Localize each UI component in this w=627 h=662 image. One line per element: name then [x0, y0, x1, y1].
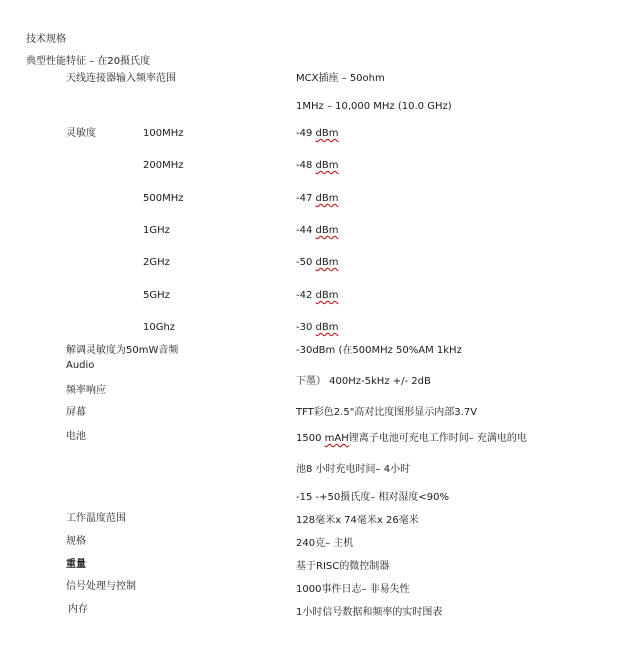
sensitivity-level: -44 dBm	[296, 225, 339, 236]
antenna-range: 1MHz – 10,000 MHz (10.0 GHz)	[296, 101, 452, 112]
memory-label: 内存	[68, 604, 88, 615]
sensitivity-freq: 5GHz	[143, 290, 170, 301]
weight-label: 重量	[66, 559, 86, 570]
sensitivity-freq: 100MHz	[143, 128, 184, 139]
memory-value: 1小时信号数据和频率的实时图表	[296, 607, 443, 618]
sensitivity-level: -48 dBm	[296, 160, 339, 171]
sensitivity-freq: 1GHz	[143, 225, 170, 236]
sensitivity-level: -47 dBm	[296, 193, 339, 204]
battery-value: 1500 mAH锂离子电池可充电工作时间– 充满电的电	[296, 433, 527, 444]
temp-label: 工作温度范围	[66, 513, 126, 524]
demod-value: -30dBm (在500MHz 50%AM 1kHz	[296, 345, 462, 356]
freq-response-label: 频率响应	[66, 385, 106, 396]
signal-label: 信号处理与控制	[66, 581, 136, 592]
antenna-label: 天线连接器输入频率范围	[66, 73, 176, 84]
sensitivity-freq: 500MHz	[143, 193, 184, 204]
freq-response-value: 下墨） 400Hz-5kHz +/- 2dB	[296, 376, 431, 387]
screen-value: TFT彩色2.5"高对比度图形显示内部3.7V	[296, 407, 478, 418]
sensitivity-label: 灵敏度	[66, 128, 96, 139]
sensitivity-level: -30 dBm	[296, 322, 339, 333]
sensitivity-level: -50 dBm	[296, 257, 339, 268]
section-subtitle: 典型性能特征 – 在20摄氏度	[26, 56, 151, 67]
sensitivity-freq: 200MHz	[143, 160, 184, 171]
signal-value: 1000事件日志– 非易失性	[296, 584, 410, 595]
screen-label: 屏幕	[66, 407, 86, 418]
spec-value: 240克– 主机	[296, 538, 354, 549]
demod-label: 解调灵敏度为50mW音频	[66, 345, 179, 356]
battery-temp: -15 -+50摄氏度– 相对湿度<90%	[296, 492, 450, 503]
temp-value: 128毫米x 74毫米x 26毫米	[296, 515, 419, 526]
battery-label: 电池	[66, 431, 86, 442]
demod-label-audio: Audio	[66, 360, 95, 371]
weight-value: 基于RISC的微控制器	[296, 561, 390, 572]
sensitivity-freq: 2GHz	[143, 257, 170, 268]
battery-charge: 池8 小时充电时间– 4小时	[296, 464, 411, 475]
sensitivity-freq: 10Ghz	[143, 322, 176, 333]
spec-label: 规格	[66, 536, 86, 547]
sensitivity-level: -42 dBm	[296, 290, 339, 301]
sensitivity-level: -49 dBm	[296, 128, 339, 139]
antenna-value: MCX插座 – 50ohm	[296, 73, 385, 84]
page-title: 技术规格	[26, 34, 66, 45]
